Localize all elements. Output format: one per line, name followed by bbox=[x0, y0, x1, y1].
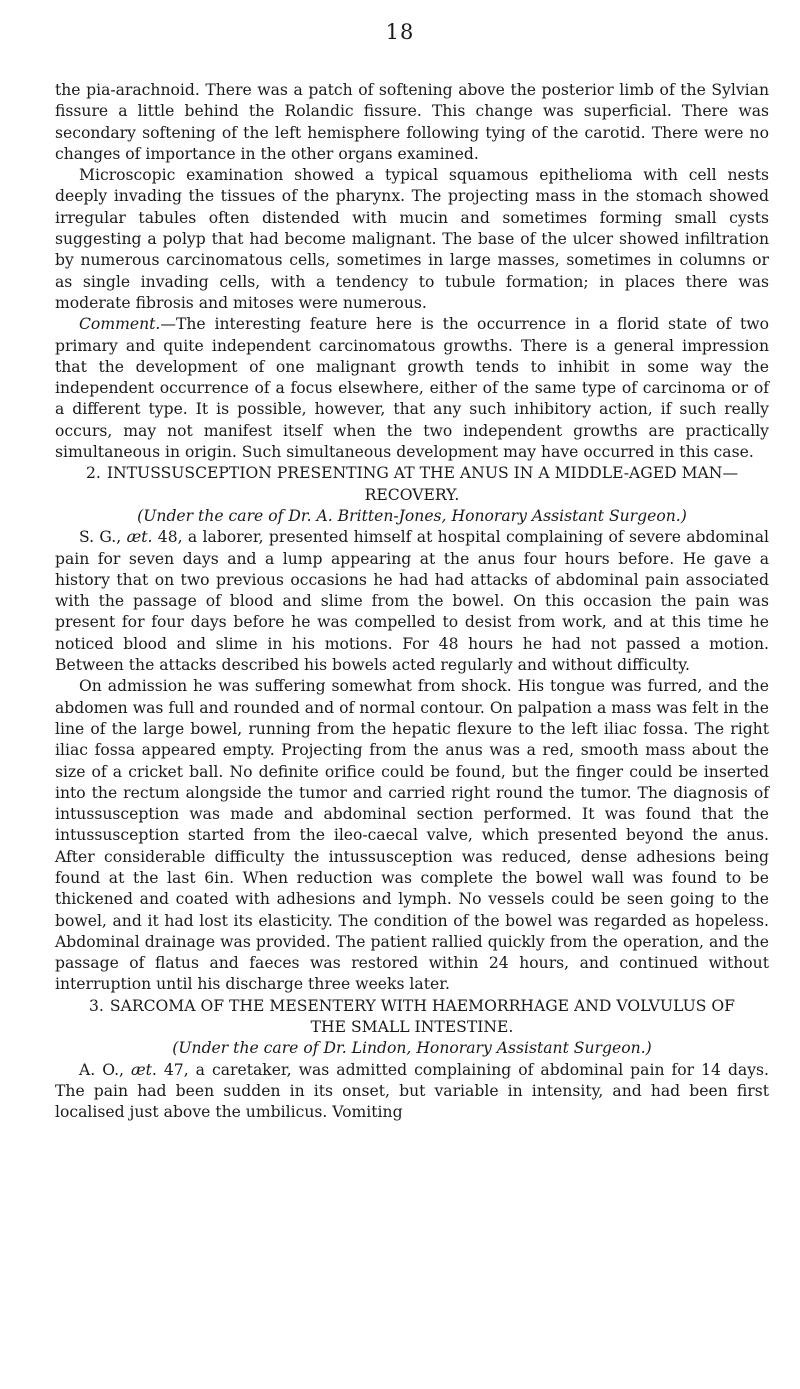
case-initials: A. O., bbox=[79, 1060, 131, 1079]
section-heading-intussusception bbox=[55, 463, 769, 506]
case-sarcoma-text: 47, a caretaker, was admitted complaining of abdominal pain for 14 days. The pain had been sudden in its onset, but variable in intensity, and had been first localised just above the umbilicus. Vomiting bbox=[55, 1060, 769, 1122]
case-initials: S. G., bbox=[79, 528, 127, 547]
section-number: 3. bbox=[89, 996, 104, 1015]
aet-abbrev: æt. bbox=[131, 1060, 157, 1079]
paragraph-case-sarcoma bbox=[55, 1060, 769, 1124]
paragraph-microscopic-examination: Microscopic examination showed a typical squamous epithelioma with cell nests deeply invading the tissues of the pharynx. The projecting mass in the stomach showed irregular tabules often distended with mucin and sometimes forming small cysts suggesting a polyp that had become malignant. The base of the ulcer showed infiltration by numerous carcinomatous cells, sometimes in large masses, sometimes in columns or as single invading cells, with a tendency to tubule formation; in places there was moderate fibrosis and mitoses were numerous. bbox=[55, 166, 769, 312]
section-heading-sarcoma bbox=[55, 996, 769, 1039]
comment-label: Comment. bbox=[79, 315, 161, 334]
paragraph-case-history bbox=[55, 527, 769, 676]
paragraph-continuation: the pia-arachnoid. There was a patch of softening above the posterior limb of the Sylvian fissure a little behind the Rolandic fissure. This change was superficial. There was secondary softening of the left hemisphere following tying of the carotid. There were no changes of importance in the other organs examined. bbox=[55, 81, 769, 163]
page-body bbox=[55, 80, 769, 1124]
comment-text: —The interesting feature here is the occurrence in a florid state of two primary and quite independent carcinomatous growths. There is a general impression that the development of one malignant growth tends to inhibit in some way the independent occurrence of a focus elsewhere, either of the same type of carcinoma or of a different type. It is possible, however, that any such inhibitory action, if such really occurs, may not manifest itself when the two independent growths are practically simultaneous in origin. Such simultaneous development may have occurred in this case. bbox=[55, 315, 769, 462]
section-number: 2. bbox=[85, 464, 101, 483]
case-history-text: 48, a laborer, presented himself at hospital complaining of severe abdominal pain for seven days and a lump appearing at the anus four hours before. He gave a history that on two previous occasions he had had attacks of abdominal pain associated with the passage of blood and slime from the bowel. On this occasion the pain was present for four days before he was compelled to desist from work, and at this time he noticed blood and slime in his motions. For 48 hours he had not passed a motion. Between the attacks described his bowels acted regularly and without difficulty. bbox=[55, 528, 769, 675]
paragraph-admission: On admission he was suffering somewhat from shock. His tongue was furred, and the abdomen was full and rounded and of normal contour. On palpation a mass was felt in the line of the large bowel, running from the hepatic flexure to the left iliac fossa. The right iliac fossa appeared empty. Projecting from the anus was a red, smooth mass about the size of a cricket ball. No definite orifice could be found, but the finger could be inserted into the rectum alongside the tumor and carried right round the tumor. The diagnosis of intussusception was made and abdominal section performed. It was found that the intussusception started from the ileo-caecal valve, which presented beyond the anus. After considerable difficulty the intussusception was reduced, dense adhesions being found at the last 6in. When reduction was complete the bowel wall was found to be thickened and coated with adhesions and lymph. No vessels could be seen going to the bowel, and it had lost its elasticity. The condition of the bowel was regarded as hopeless. Abdominal drainage was provided. The patient rallied quickly from the operation, and the passage of flatus and faeces was restored within 24 hours, and continued without interruption until his discharge three weeks later. bbox=[55, 677, 769, 994]
paragraph-comment bbox=[55, 314, 769, 463]
page-number: 18 bbox=[385, 20, 415, 44]
section-title: INTUSSUSCEPTION PRESENTING AT THE ANUS IN A MIDDLE-AGED MAN—RECOVERY. bbox=[106, 464, 739, 504]
section-attribution: (Under the care of Dr. A. Britten-Jones, Honorary Assistant Surgeon.) bbox=[137, 506, 687, 525]
section-title: SARCOMA OF THE MESENTERY WITH HAEMORRHAGE AND VOLVULUS OF THE SMALL INTESTINE. bbox=[109, 996, 735, 1037]
aet-abbrev: æt. bbox=[126, 528, 153, 547]
section-attribution: (Under the care of Dr. Lindon, Honorary Assistant Surgeon.) bbox=[172, 1039, 652, 1058]
